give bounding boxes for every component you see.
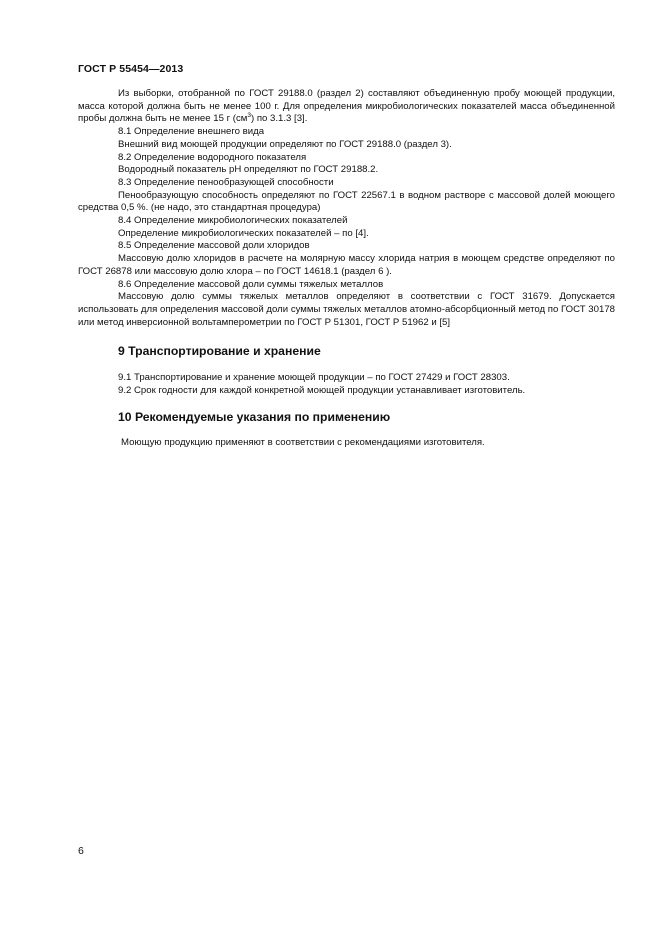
subsection-title-8-4: 8.4 Определение микробиологических показателей [118, 215, 348, 227]
section-9-list [78, 372, 615, 397]
subsection-title-8-5: 8.5 Определение массовой доли хлоридов [118, 240, 310, 252]
section-heading-10: 10 Рекомендуемые указания по применению [118, 410, 391, 425]
list-item-9-2: 9.2 Срок годности для каждой конкретной моющей продукции устанавливает изготовитель. [118, 384, 526, 396]
section-10-text: Моющую продукцию применяют в соответствии с рекомендациями изготовителя. [121, 437, 485, 449]
sampling-text-end: ) по 3.1.3 [3]. [251, 113, 308, 125]
document-body [78, 88, 615, 450]
section-heading-9: 9 Транспортирование и хранение [118, 344, 321, 359]
list-item-9-1: 9.1 Транспортирование и хранение моющей продукции – по ГОСТ 27429 и ГОСТ 28303. [118, 372, 510, 384]
page-number: 6 [78, 845, 84, 857]
subsection-text-8-4: Определение микробиологических показателей – по [4]. [118, 227, 369, 239]
subsection-title-8-1: 8.1 Определение внешнего вида [118, 126, 265, 138]
subsection-text-8-3: Пенообразующую способность определяют по ГОСТ 22567.1 в водном растворе с массовой долей моющего средства 0,5 %. (не надо, это стандартная процедура) [78, 189, 615, 214]
sampling-paragraph [78, 88, 615, 126]
subsection-title-8-3: 8.3 Определение пенообразующей способности [118, 176, 334, 188]
subsection-title-8-6: 8.6 Определение массовой доли суммы тяжелых металлов [118, 278, 384, 290]
subsection-text-8-1: Внешний вид моющей продукции определяют по ГОСТ 29188.0 (раздел 3). [118, 138, 452, 150]
subsection-text-8-2: Водородный показатель рН определяют по ГОСТ 29188.2. [118, 164, 379, 176]
subsection-title-8-2: 8.2 Определение водородного показателя [118, 151, 307, 163]
superscript-three: 3 [247, 112, 251, 120]
document-header: ГОСТ Р 55454—2013 [78, 63, 184, 75]
subsection-text-8-6: Массовую долю суммы тяжелых металлов определяют в соответствии с ГОСТ 31679. Допускается использовать для определения массовой доли суммы тяжелых металлов атомно-абсорбционный метод по ГОСТ 30178 или метод инверсионной вольтамперометрии по ГОСТ Р 51301, ГОСТ Р 51962 и [5] [78, 291, 615, 328]
sampling-text: Из выборки, отобранной по ГОСТ 29188.0 (раздел 2) составляют объединенную пробу моющей продукции, масса которой должна быть не менее 100 г. Для определения микробиологических показателей масса объединенной пробы должна быть не менее 15 г (см [78, 88, 615, 125]
subsection-text-8-5: Массовую долю хлоридов в расчете на молярную массу хлорида натрия в моющем средстве определяют по ГОСТ 26878 или массовую долю хлора – по ГОСТ 14618.1 (раздел 6 ). [78, 253, 615, 277]
